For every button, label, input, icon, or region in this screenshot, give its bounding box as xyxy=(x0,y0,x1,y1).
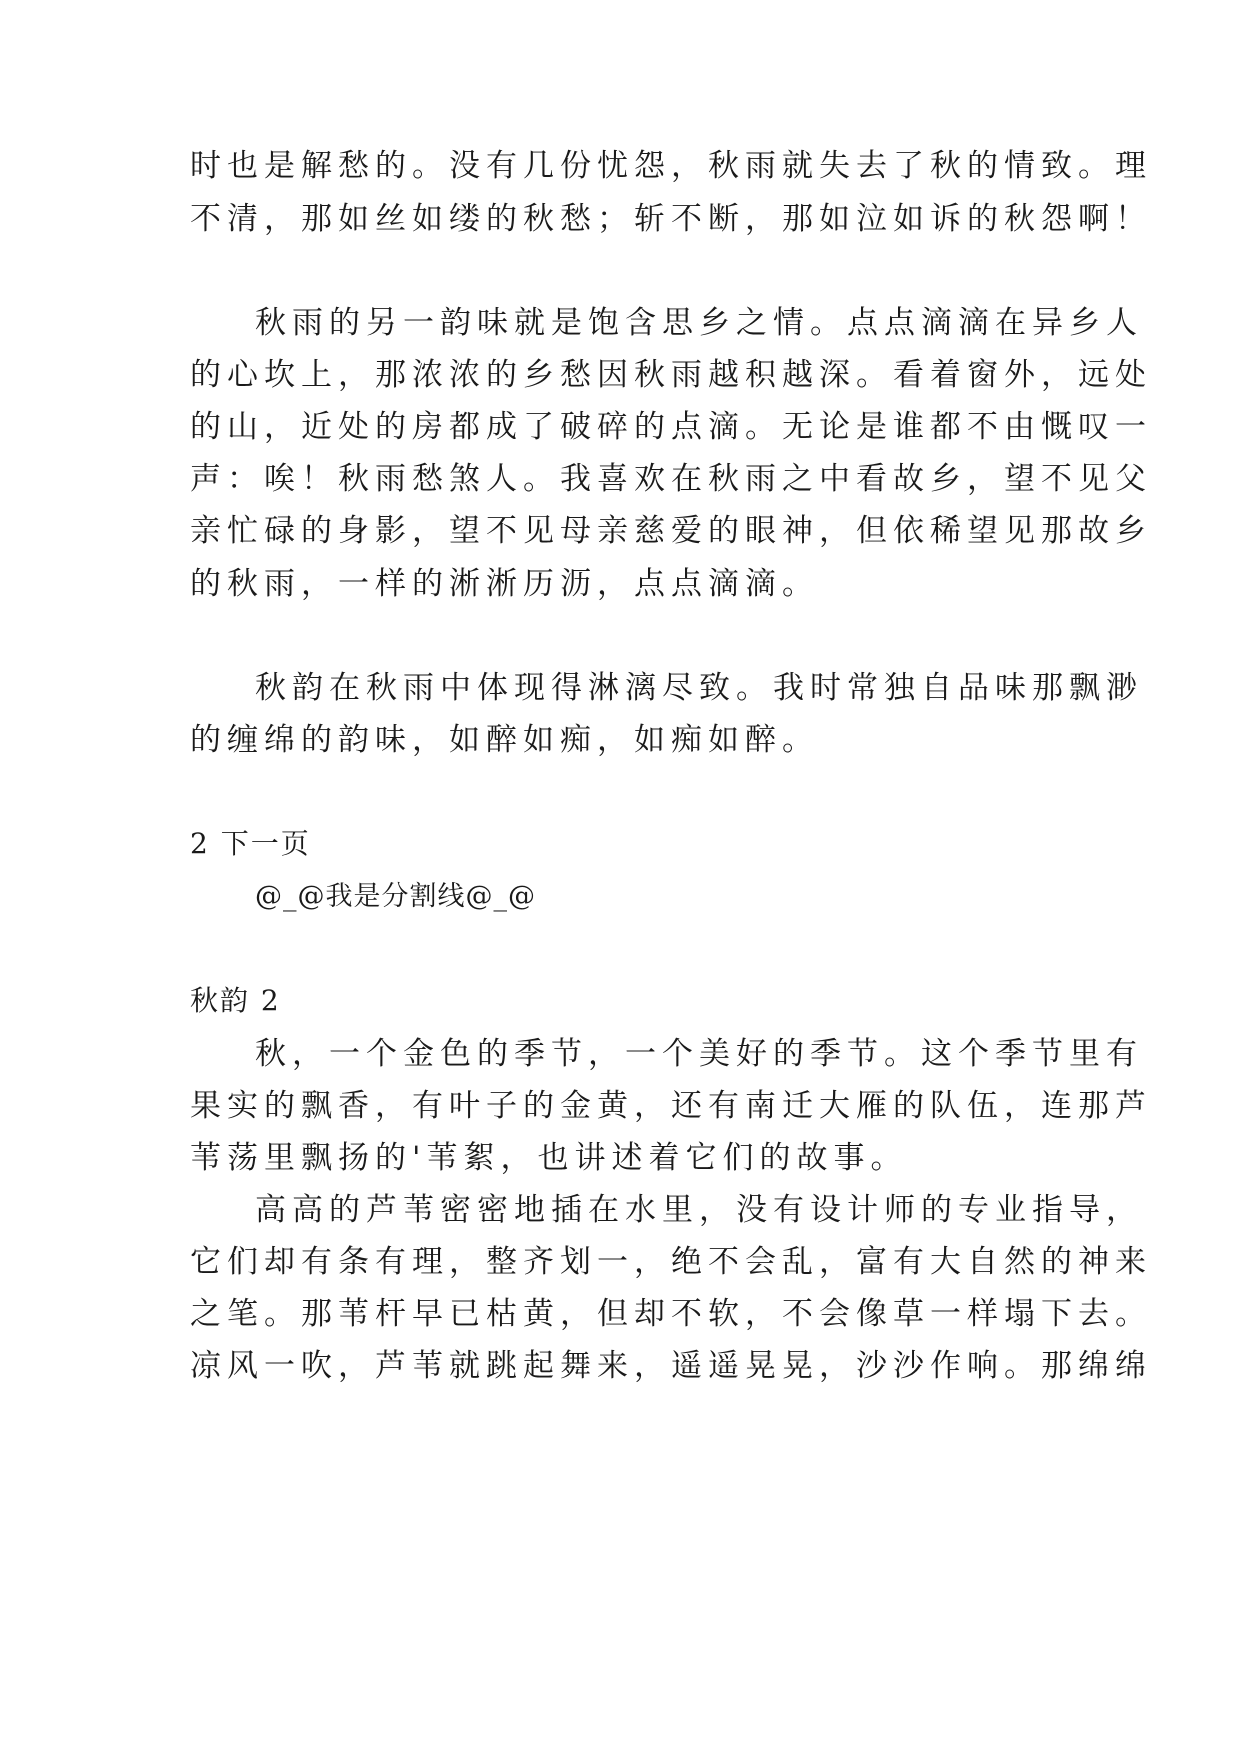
text-line: 凉风一吹，芦苇就跳起舞来，遥遥晃晃，沙沙作响。那绵绵 xyxy=(190,1348,1152,1384)
text-line: 秋，一个金色的季节，一个美好的季节。这个季节里有 xyxy=(255,1036,1143,1072)
section-title: 秋韵 2 xyxy=(190,984,281,1017)
text-line: 果实的飘香，有叶子的金黄，还有南迁大雁的队伍，连那芦 xyxy=(190,1088,1152,1124)
text-line: 声：唉！秋雨愁煞人。我喜欢在秋雨之中看故乡，望不见父 xyxy=(190,461,1152,497)
text-line: 秋雨的另一韵味就是饱含思乡之情。点点滴滴在异乡人 xyxy=(255,305,1143,341)
text-line: 秋韵在秋雨中体现得淋漓尽致。我时常独自品味那飘渺 xyxy=(255,670,1143,706)
text-line: 的心坎上，那浓浓的乡愁因秋雨越积越深。看着窗外，远处 xyxy=(190,357,1152,393)
text-line: 的山，近处的房都成了破碎的点滴。无论是谁都不由慨叹一 xyxy=(190,409,1152,445)
section-separator: @_@我是分割线@_@ xyxy=(255,881,536,912)
text-line: 的秋雨，一样的淅淅历沥，点点滴滴。 xyxy=(190,566,819,602)
text-line: 时也是解愁的。没有几份忧怨，秋雨就失去了秋的情致。理 xyxy=(190,148,1152,184)
text-line: 高高的芦苇密密地插在水里，没有设计师的专业指导， xyxy=(255,1192,1143,1228)
text-line: 的缠绵的韵味，如醉如痴，如痴如醉。 xyxy=(190,722,819,758)
page-nav-link[interactable]: 2 下一页 xyxy=(190,827,311,860)
text-line: 它们却有条有理，整齐划一，绝不会乱，富有大自然的神来 xyxy=(190,1244,1152,1280)
text-line: 苇荡里飘扬的'苇絮，也讲述着它们的故事。 xyxy=(190,1140,908,1176)
text-line: 之笔。那苇杆早已枯黄，但却不软，不会像草一样塌下去。 xyxy=(190,1296,1152,1332)
text-line: 不清，那如丝如缕的秋愁；斩不断，那如泣如诉的秋怨啊！ xyxy=(190,201,1152,237)
text-line: 亲忙碌的身影，望不见母亲慈爱的眼神，但依稀望见那故乡 xyxy=(190,513,1152,549)
